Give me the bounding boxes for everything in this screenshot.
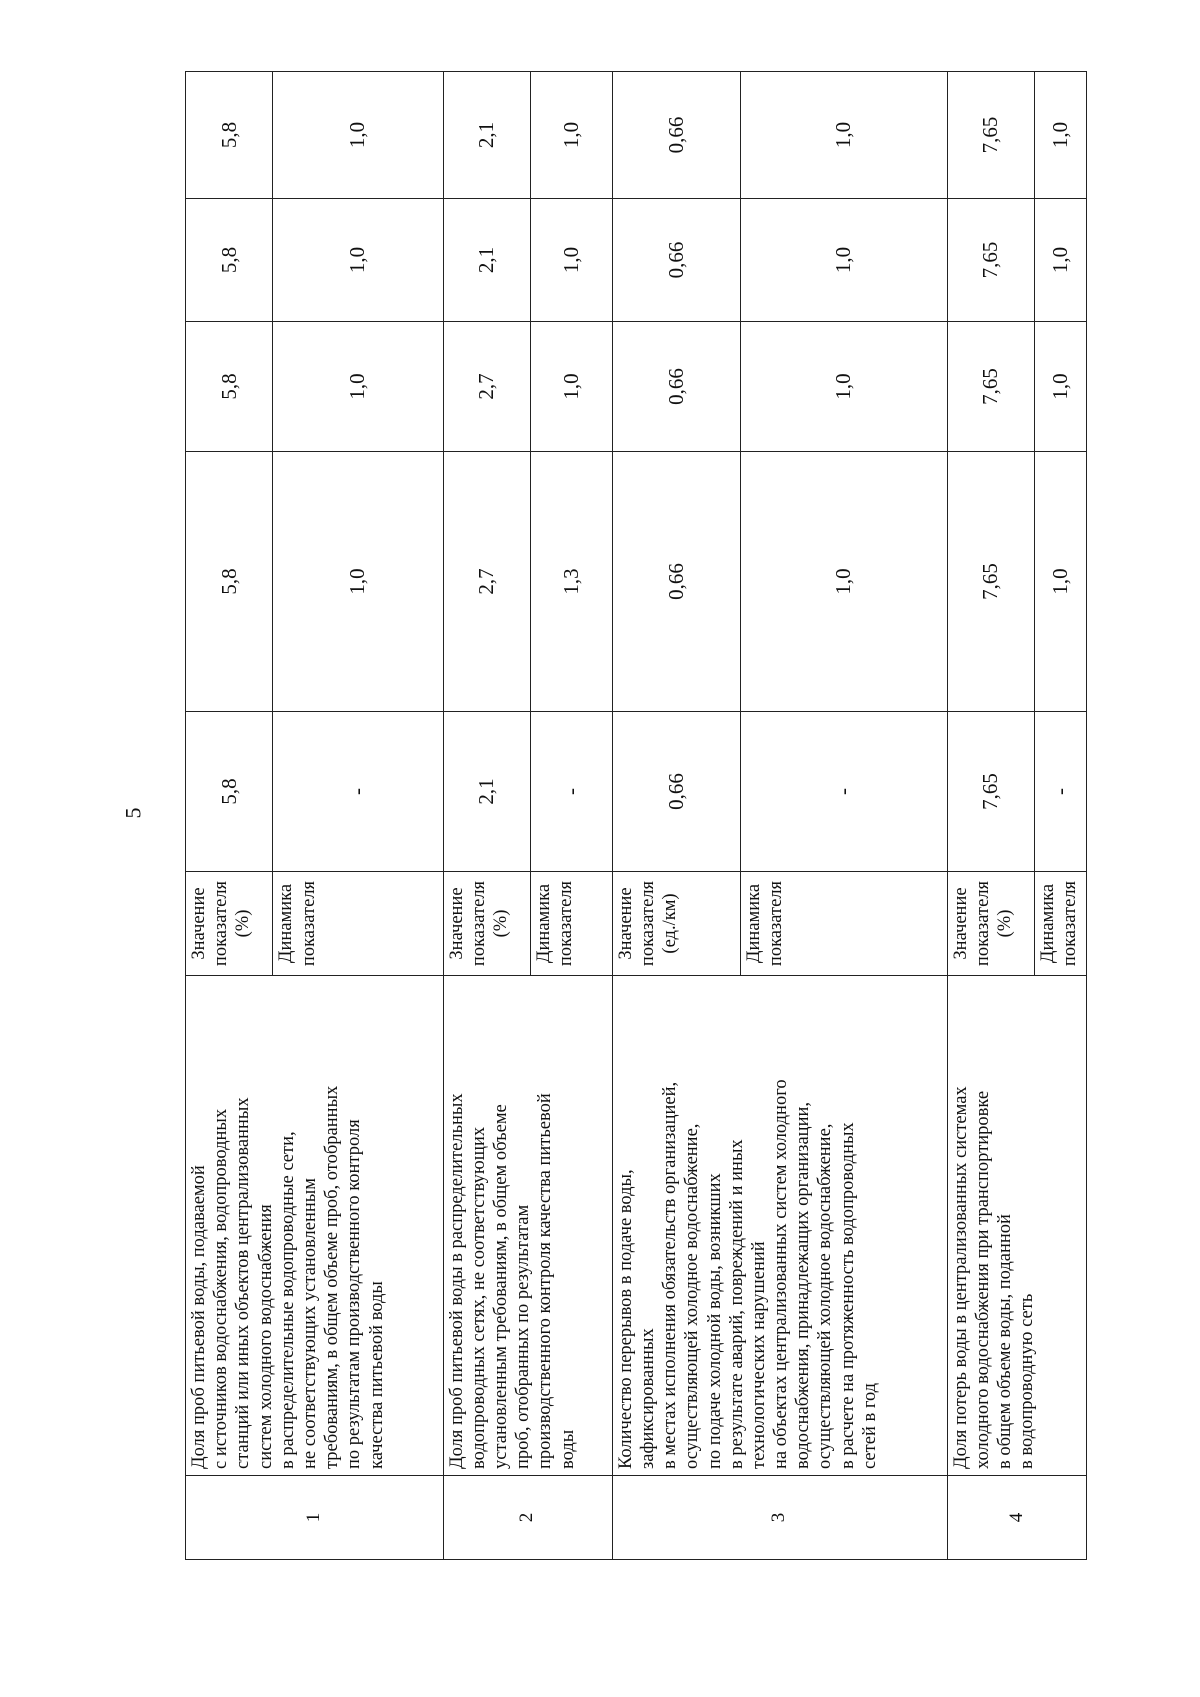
value-cell: 7,65: [947, 199, 1034, 322]
value-cell: 0,66: [612, 72, 740, 199]
dynamic-cell: 1,0: [1035, 199, 1087, 322]
indicator-description: Доля проб питьевой воды в распределительных водопроводных сетях, не соответствующих установленным требованиям, в общем объеме проб, отобранных по результатам производственного контроля качества питьевой воды: [443, 976, 612, 1476]
dynamic-cell: 1,3: [530, 452, 612, 712]
dynamic-cell: 1,0: [740, 72, 947, 199]
dynamic-cell: 1,0: [740, 199, 947, 322]
dynamic-cell: 1,0: [740, 322, 947, 452]
value-cell: 5,8: [186, 199, 273, 322]
value-cell: 7,65: [947, 72, 1034, 199]
value-label: Значение показателя (ед./км): [612, 872, 740, 976]
row-number: 1: [186, 1476, 444, 1560]
value-cell: 5,8: [186, 322, 273, 452]
value-cell: 2,1: [443, 72, 530, 199]
value-cell: 5,8: [186, 712, 273, 872]
value-cell: 2,1: [443, 712, 530, 872]
value-cell: 5,8: [186, 452, 273, 712]
dynamic-cell: 1,0: [530, 72, 612, 199]
row-number: 4: [947, 1476, 1086, 1560]
page-number: 5: [120, 807, 146, 819]
dynamic-cell: -: [1035, 712, 1087, 872]
row-number: 3: [612, 1476, 947, 1560]
value-cell: 7,65: [947, 712, 1034, 872]
rotated-table-container: [185, 72, 1087, 1560]
value-cell: 0,66: [612, 712, 740, 872]
dynamic-cell: 1,0: [530, 322, 612, 452]
value-cell: 2,7: [443, 452, 530, 712]
dynamic-label: Динамика показателя: [273, 872, 443, 976]
value-cell: 0,66: [612, 322, 740, 452]
value-cell: 7,65: [947, 322, 1034, 452]
dynamic-cell: 1,0: [530, 199, 612, 322]
dynamic-cell: 1,0: [273, 452, 443, 712]
dynamic-cell: -: [273, 712, 443, 872]
value-cell: 7,65: [947, 452, 1034, 712]
indicator-description: Доля проб питьевой воды, подаваемой с источников водоснабжения, водопроводных станций или иных объектов централизованных систем холодного водоснабжения в распределительные водопроводные сети, не соответствующих установленным требованиям, в общем объеме проб, отобранных по результатам производственного контроля качества питьевой воды: [186, 976, 444, 1476]
indicators-table: [185, 71, 1087, 1560]
value-label: Значение показателя (%): [947, 872, 1034, 976]
value-cell: 2,7: [443, 322, 530, 452]
dynamic-cell: -: [740, 712, 947, 872]
dynamic-label: Динамика показателя: [1035, 872, 1087, 976]
dynamic-cell: 1,0: [1035, 322, 1087, 452]
dynamic-cell: 1,0: [1035, 452, 1087, 712]
value-cell: 5,8: [186, 72, 273, 199]
value-cell: 0,66: [612, 452, 740, 712]
indicator-description: Количество перерывов в подаче воды, зафиксированных в местах исполнения обязательств организацией, осуществляющей холодное водоснабжение, по подаче холодной воды, возникших в результате аварий, повреждений и иных технологических нарушений на объектах централизованных систем холодного водоснабжения, принадлежащих организации, осуществляющей холодное водоснабжение, в расчете на протяженность водопроводных сетей в год: [612, 976, 947, 1476]
dynamic-label: Динамика показателя: [740, 872, 947, 976]
dynamic-cell: 1,0: [273, 322, 443, 452]
dynamic-cell: -: [530, 712, 612, 872]
value-label: Значение показателя (%): [443, 872, 530, 976]
value-cell: 2,1: [443, 199, 530, 322]
dynamic-cell: 1,0: [740, 452, 947, 712]
dynamic-label: Динамика показателя: [530, 872, 612, 976]
value-cell: 0,66: [612, 199, 740, 322]
value-label: Значение показателя (%): [186, 872, 273, 976]
dynamic-cell: 1,0: [1035, 72, 1087, 199]
dynamic-cell: 1,0: [273, 72, 443, 199]
row-number: 2: [443, 1476, 612, 1560]
indicator-description: Доля потерь воды в централизованных системах холодного водоснабжения при транспортировке в общем объеме воды, поданной в водопроводную сеть: [947, 976, 1086, 1476]
dynamic-cell: 1,0: [273, 199, 443, 322]
